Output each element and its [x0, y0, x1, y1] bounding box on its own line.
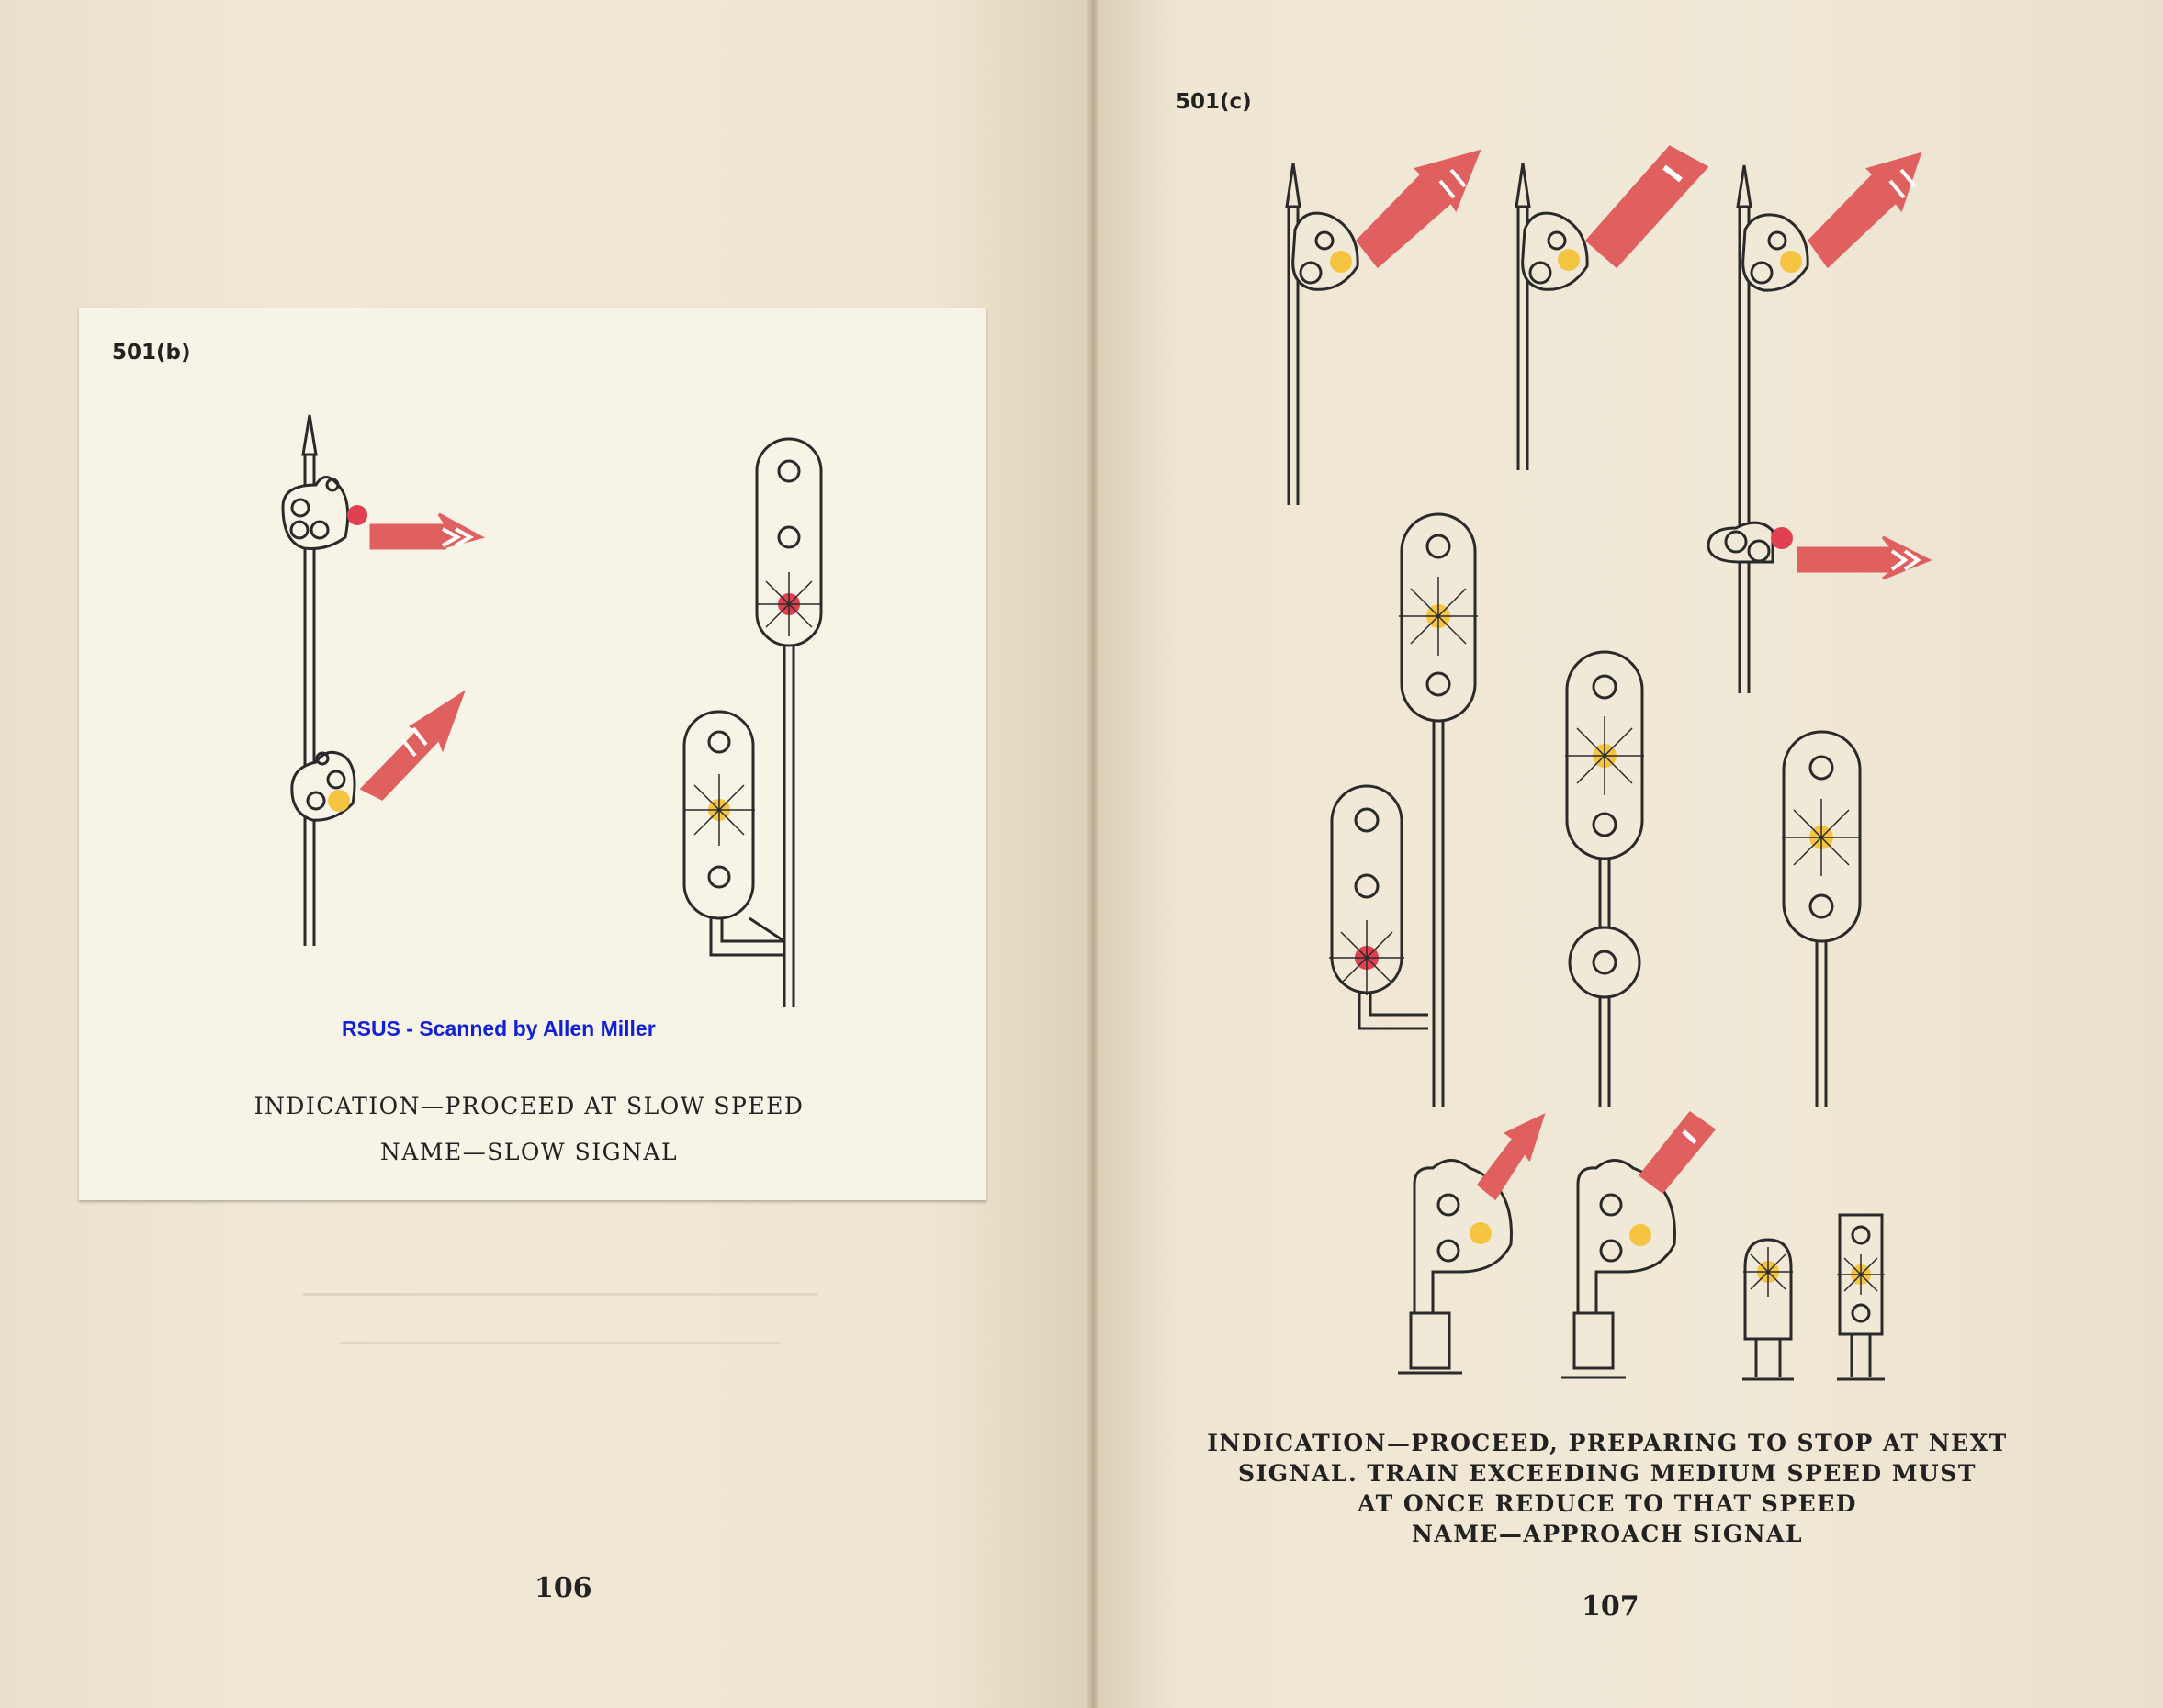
- indication-text-501c: [1185, 1428, 2030, 1549]
- indication-line-2: SIGNAL. TRAIN EXCEEDING MEDIUM SPEED MUST: [1238, 1460, 1977, 1487]
- name-text-501b: NAME—SLOW SIGNAL: [379, 1139, 679, 1165]
- color-light-signal-b: [1329, 786, 1428, 1028]
- dwarf-light-signal-2: [1837, 1215, 1885, 1379]
- dwarf-semaphore-1: [1398, 1116, 1543, 1373]
- color-light-signal-a: [1399, 514, 1478, 1107]
- semaphore-signal-2: [1516, 147, 1707, 470]
- indication-text-501b: INDICATION—PROCEED AT SLOW SPEED: [253, 1093, 805, 1119]
- color-light-signal-d: [1782, 732, 1861, 1107]
- figure-id-501b: 501(b): [112, 341, 191, 365]
- color-light-signal-c: [1565, 652, 1644, 1107]
- scanner-watermark: RSUS - Scanned by Allen Miller: [342, 1017, 656, 1040]
- figure-id-501c: 501(c): [1176, 90, 1252, 114]
- semaphore-signal-3: [1708, 154, 1929, 693]
- indication-line-3: AT ONCE REDUCE TO THAT SPEED: [1358, 1490, 1857, 1517]
- semaphore-signal-1: [1287, 152, 1479, 505]
- indication-line-1: INDICATION—PROCEED, PREPARING TO STOP AT NEXT: [1207, 1430, 2008, 1456]
- dwarf-light-signal-1: [1742, 1240, 1794, 1379]
- page-number-right: 107: [1582, 1590, 1639, 1623]
- name-text-501c: NAME—APPROACH SIGNAL: [1411, 1521, 1804, 1547]
- dwarf-semaphore-2: [1561, 1113, 1714, 1377]
- page-number-left: 106: [535, 1572, 592, 1604]
